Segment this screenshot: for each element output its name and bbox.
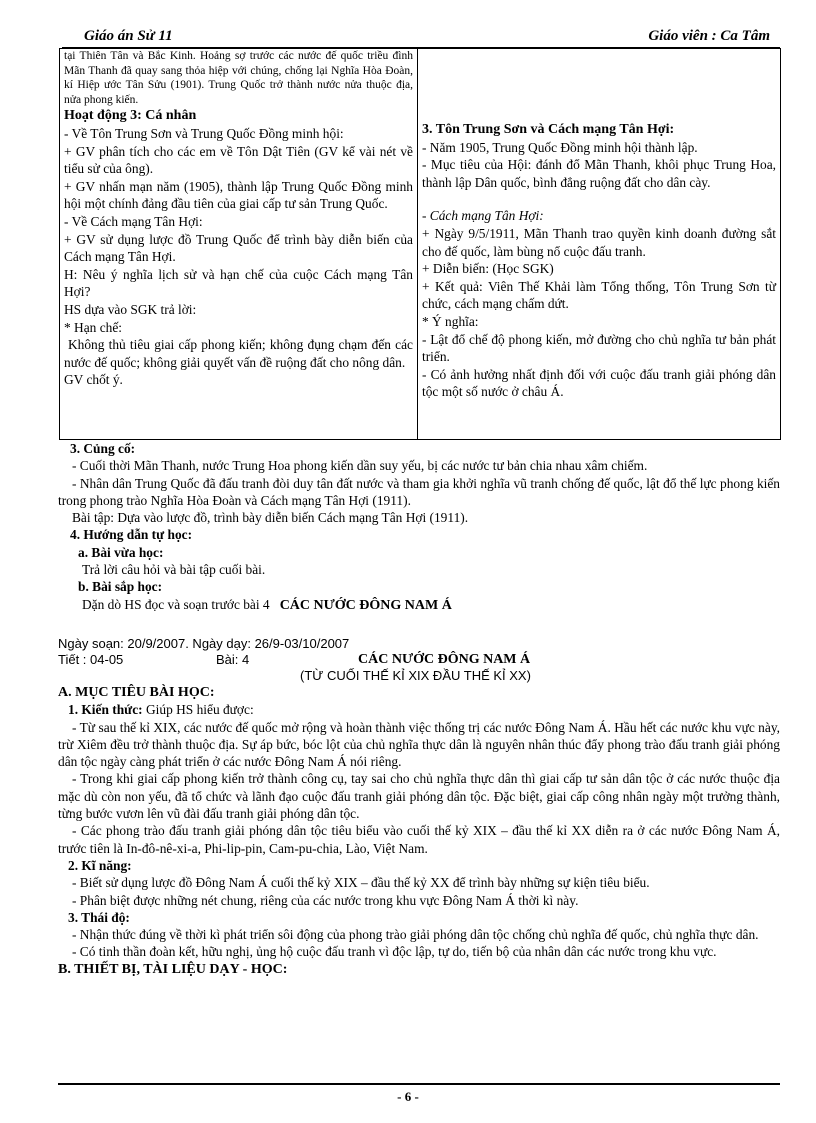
section-title: 3. Tôn Trung Sơn và Cách mạng Tân Hợi: bbox=[422, 122, 675, 137]
spacer bbox=[422, 191, 776, 207]
activity-title: Hoạt động 3: Cá nhân bbox=[64, 108, 197, 124]
page-header bbox=[62, 28, 778, 46]
right-line: + Ngày 9/5/1911, Mãn Thanh trao quyền kinh doanh đường sắt cho đế quốc, làm bùng nổ cuộc đấu tranh. bbox=[422, 225, 776, 259]
left-line: + GV sử dụng lược đồ Trung Quốc để trình bày diễn biến của Cách mạng Tân Hợi. bbox=[64, 231, 413, 265]
attitude-text: - Có tinh thần đoàn kết, hữu nghị, ủng hộ cuộc đấu tranh vì độc lập, tự do, tiến bộ của nhân dân các nước trong khu vực. bbox=[72, 944, 717, 960]
selfstudy-b-title: b. Bài sắp học: bbox=[78, 579, 163, 595]
right-line: + Kết quả: Viên Thế Khải làm Tổng thống, Tôn Trung Sơn từ chức, cách mạng chấm dứt. bbox=[422, 278, 776, 312]
lesson-dates: Ngày soạn: 20/9/2007. Ngày dạy: 26/9-03/10/2007 bbox=[58, 635, 350, 651]
exercise-text: Bài tập: Dựa vào lược đồ, trình bày diễn biến Cách mạng Tân Hợi (1911). bbox=[72, 510, 469, 526]
right-line: - Có ảnh hưởng nhất định đối với cuộc đấu tranh giải phóng dân tộc một số nước ở châu Á. bbox=[422, 366, 776, 400]
page-number: - 6 - bbox=[397, 1089, 419, 1104]
lesson-info bbox=[58, 636, 780, 684]
left-line: GV chốt ý. bbox=[64, 372, 123, 388]
right-line: - Mục tiêu của Hội: đánh đổ Mãn Thanh, khôi phục Trung Hoa, thành lập Dân quốc, bình đẳng ruộng đất cho dân cày. bbox=[422, 157, 776, 190]
left-line: HS dựa vào SGK trả lời: bbox=[64, 301, 197, 317]
attitude-text: - Nhận thức đúng về thời kì phát triển sôi động của phong trào giải phóng dân tộc chống chủ nghĩa đế quốc, chủ nghĩa thực dân. bbox=[72, 927, 759, 943]
knowledge-title: 1. Kiến thức: bbox=[68, 702, 143, 718]
selfstudy-a-title: a. Bài vừa học: bbox=[78, 544, 164, 560]
right-line: - Lật đổ chế độ phong kiến, mở đường cho chủ nghĩa tư bản phát triển. bbox=[422, 331, 776, 365]
left-line: + GV nhấn mạn năm (1905), thành lập Trung Quốc Đồng minh hội một chính đảng đầu tiên của giai cấp tư sản Trung Quốc. bbox=[64, 178, 413, 212]
left-line: - Về Cách mạng Tân Hợi: bbox=[64, 213, 203, 229]
spacer bbox=[422, 49, 776, 121]
header-teacher: Giáo viên : Ca Tâm bbox=[648, 28, 770, 44]
skills-title: 2. Kĩ năng: bbox=[68, 857, 132, 873]
right-line: * Ý nghĩa: bbox=[422, 313, 479, 329]
selfstudy-b-instruction: Dặn dò HS đọc và soạn trước bài 4 bbox=[82, 596, 270, 612]
left-line: * Hạn chế: bbox=[64, 319, 123, 335]
lesson-table bbox=[59, 48, 781, 440]
lesson-period: Tiết : 04-05 bbox=[58, 651, 124, 667]
right-subtitle: - Cách mạng Tân Hợi: bbox=[422, 208, 544, 224]
knowledge-intro: Giúp HS hiểu được: bbox=[145, 702, 254, 718]
header-subject: Giáo án Sử 11 bbox=[84, 28, 173, 44]
attitude-title: 3. Thái độ: bbox=[68, 909, 130, 925]
left-line: Không thủ tiêu giai cấp phong kiến; không đụng chạm đến các nước đế quốc; không giải quyết vấn đề ruộng đất cho nông dân. bbox=[64, 337, 413, 370]
equipment-title: B. THIẾT BỊ, TÀI LIỆU DẠY - HỌC: bbox=[58, 961, 288, 977]
right-line: - Năm 1905, Trung Quốc Đồng minh hội thành lập. bbox=[422, 139, 698, 155]
consolidate-text: - Cuối thời Mãn Thanh, nước Trung Hoa phong kiến dần suy yếu, bị các nước tư bản chia nhau xâm chiếm. bbox=[72, 458, 648, 474]
selfstudy-title: 4. Hướng dẫn tự học: bbox=[70, 527, 193, 543]
lesson-subtitle: (TỪ CUỐI THẾ KỈ XIX ĐẦU THẾ KỈ XX) bbox=[300, 667, 531, 683]
selfstudy-a-text: Trả lời câu hỏi và bài tập cuối bài. bbox=[82, 562, 266, 578]
skills-text: - Biết sử dụng lược đồ Đông Nam Á cuối thế kỷ XIX – đầu thế kỷ XX để trình bày những sự kiện tiêu biểu. bbox=[72, 875, 650, 891]
left-line: H: Nêu ý nghĩa lịch sử và hạn chế của cuộc Cách mạng Tân Hợi? bbox=[64, 266, 413, 300]
objectives-title: A. MỤC TIÊU BÀI HỌC: bbox=[58, 684, 215, 700]
left-line: + GV phân tích cho các em về Tôn Dật Tiên (GV kể vài nét về tiểu sử của ông). bbox=[64, 143, 413, 177]
selfstudy-b-text bbox=[58, 596, 780, 614]
footer-rule bbox=[58, 1083, 780, 1085]
lesson-number: Bài: 4 bbox=[216, 651, 250, 667]
lesson-meta-row bbox=[58, 652, 780, 668]
skills-text: - Phân biệt được những nét chung, riêng của các nước trong khu vực Đông Nam Á thời kì này. bbox=[72, 892, 579, 908]
next-lesson-title: CÁC NƯỚC ĐÔNG NAM Á bbox=[279, 597, 452, 613]
content-column bbox=[418, 49, 781, 440]
lesson-title: CÁC NƯỚC ĐÔNG NAM Á bbox=[358, 651, 531, 667]
knowledge-text: - Từ sau thế kỉ XIX, các nước đế quốc mở rộng và hoàn thành việc thống trị các nước Đông Nam Á. Hầu hết các nước khu vực này, trừ Xiêm đều trở thành thuộc địa. Sự áp bức, bóc lột của chủ nghĩa thực dân là nguyên nhân thúc đẩy phong trào đấu tranh giải phóng dân tộc ngày càng phát triển ở các nước Đông Nam Á nói riêng. bbox=[58, 719, 780, 770]
teacher-activity-column bbox=[60, 49, 418, 440]
right-line: + Diễn biến: (Học SGK) bbox=[422, 261, 554, 277]
knowledge-text: - Các phong trào đấu tranh giải phóng dân tộc tiêu biểu vào cuối thế kỷ XIX – đầu thế kỉ XX diễn ra ở các nước Đông Nam Á, trước tiên là In-đô-nê-xi-a, Phi-lip-pin, Cam-pu-chia, Lào, Việt Nam. bbox=[58, 823, 780, 856]
main-content bbox=[58, 440, 780, 978]
left-line: - Về Tôn Trung Sơn và Trung Quốc Đồng minh hội: bbox=[64, 125, 344, 141]
consolidate-title: 3. Củng cố: bbox=[70, 441, 136, 456]
table-intro-text: tại Thiên Tân và Bắc Kinh. Hoảng sợ trước các nước đế quốc triều đình Mãn Thanh đã quay sang thỏa hiệp với chúng, chống lại Nghĩa Hòa Đoàn, kí Hiệp ước Tân Sửu (1901). Trung Quốc trở thành nước nửa thuộc địa, nửa phong kiến. bbox=[64, 50, 413, 106]
knowledge-line bbox=[58, 701, 780, 718]
consolidate-text: - Nhân dân Trung Quốc đã đấu tranh đòi duy tân đất nước và tham gia khởi nghĩa vũ tranh chống đế quốc, lật đổ thế lực phong kiến trong phong trào Nghĩa Hòa Đoàn và Cách mạng Tân Hợi (1911). bbox=[58, 475, 780, 508]
knowledge-text: - Trong khi giai cấp phong kiến trở thành công cụ, tay sai cho chủ nghĩa thực dân thì giai cấp tư sản dân tộc ở các nước thuộc địa mặc dù còn non yếu, đã tổ chức và lãnh đạo cuộc đấu tranh giải phóng dân tộc. Đặc biệt, giai cấp công nhân ngày một trưởng thành, từng bước vươn lên vũ đài đấu tranh giải phóng dân tộc. bbox=[58, 771, 780, 822]
spacer bbox=[58, 614, 780, 636]
